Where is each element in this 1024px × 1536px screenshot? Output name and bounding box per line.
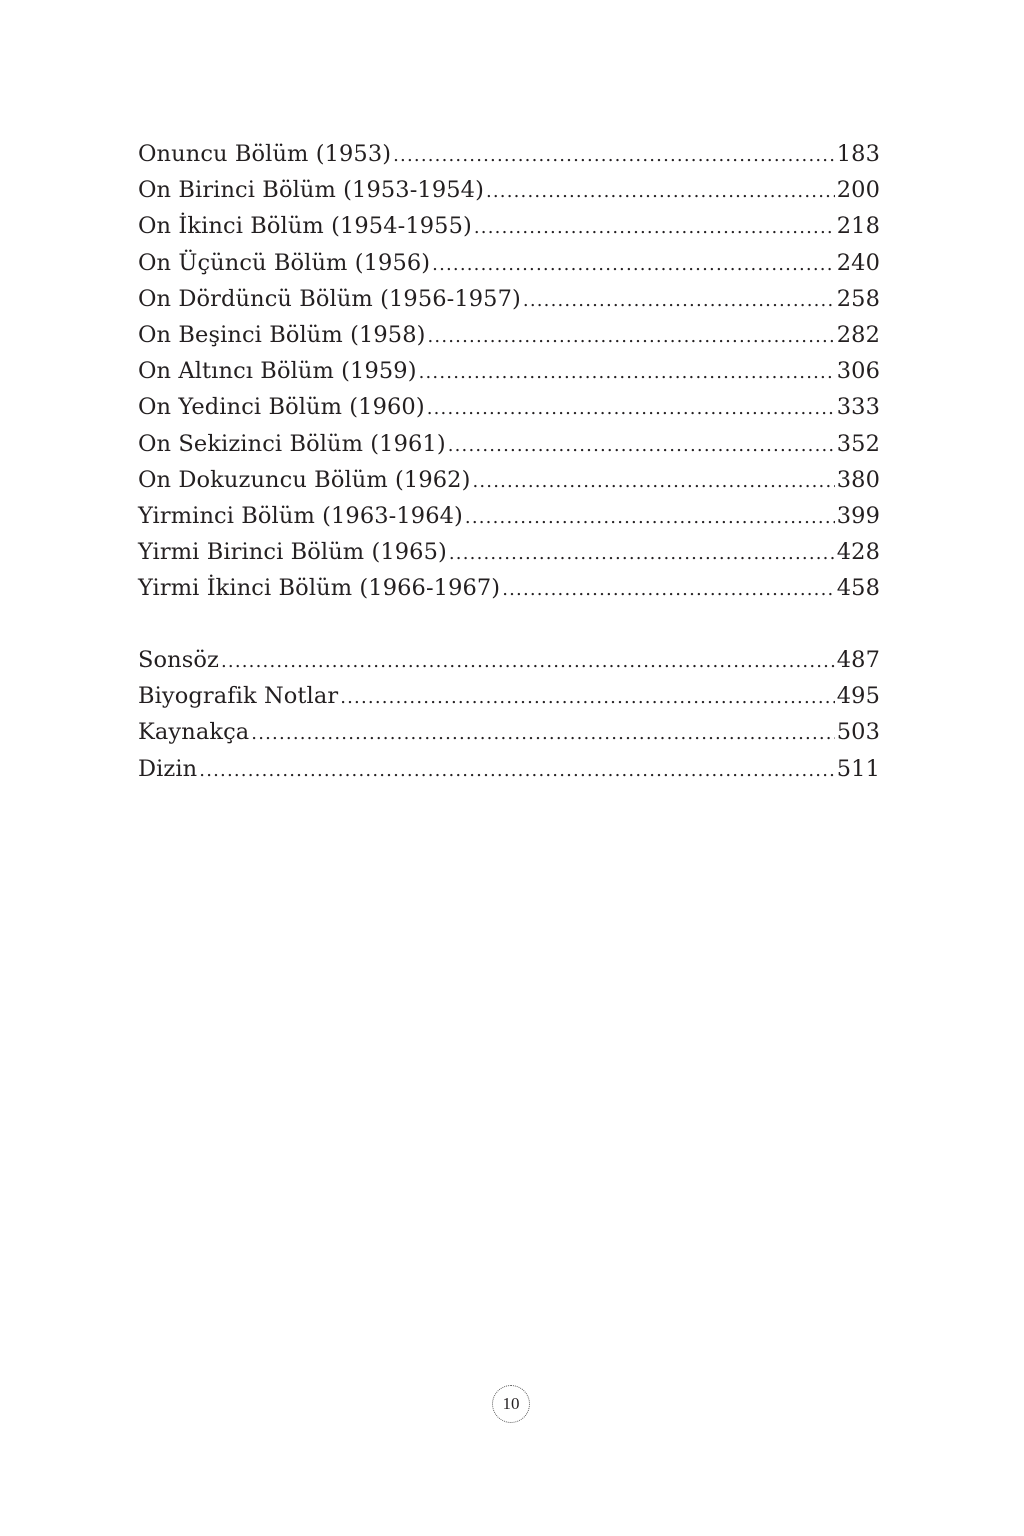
- toc-entry[interactable]: [138, 426, 880, 462]
- toc-entry[interactable]: [138, 281, 880, 317]
- toc-entry-page: 495: [836, 683, 880, 710]
- toc-entry-page: 511: [836, 755, 880, 782]
- toc-entry-title: On Sekizinci Bölüm (1961): [138, 430, 446, 457]
- toc-leader-dots: [199, 753, 834, 789]
- toc-entry-page: 399: [836, 502, 880, 529]
- toc-leader-dots: [428, 319, 835, 355]
- toc-entry[interactable]: [138, 136, 880, 172]
- toc-entry-page: 258: [836, 285, 880, 312]
- toc-entry[interactable]: [138, 389, 880, 425]
- toc-entry[interactable]: [138, 714, 880, 750]
- toc-entry-title: Yirmi İkinci Bölüm (1966-1967): [138, 575, 501, 602]
- toc-entry-title: On Beşinci Bölüm (1958): [138, 321, 426, 348]
- toc-leader-dots: [251, 716, 834, 752]
- table-of-contents-chapters: [138, 136, 880, 606]
- page-number-label: 10: [502, 1394, 520, 1413]
- toc-leader-dots: [221, 644, 835, 680]
- toc-entry-page: 503: [836, 719, 880, 746]
- toc-leader-dots: [449, 536, 835, 572]
- toc-entry-page: 306: [836, 358, 880, 385]
- toc-entry-page: 333: [836, 394, 880, 421]
- toc-entry[interactable]: [138, 462, 880, 498]
- toc-leader-dots: [486, 174, 835, 210]
- toc-leader-dots: [432, 247, 835, 283]
- toc-entry[interactable]: [138, 172, 880, 208]
- toc-entry-title: On Altıncı Bölüm (1959): [138, 358, 417, 385]
- toc-entry-title: On Dördüncü Bölüm (1956-1957): [138, 285, 521, 312]
- toc-entry[interactable]: [138, 751, 880, 787]
- toc-entry-title: On Birinci Bölüm (1953-1954): [138, 177, 484, 204]
- toc-entry-title: Biyografik Notlar: [138, 683, 339, 710]
- toc-entry[interactable]: [138, 534, 880, 570]
- toc-leader-dots: [523, 283, 835, 319]
- toc-entry-title: Dizin: [138, 755, 198, 782]
- toc-leader-dots: [472, 464, 834, 500]
- toc-entry-page: 380: [836, 466, 880, 493]
- toc-entry[interactable]: [138, 570, 880, 606]
- table-of-contents-back-matter: [138, 642, 880, 787]
- toc-entry[interactable]: [138, 208, 880, 244]
- toc-entry-page: 428: [836, 539, 880, 566]
- toc-leader-dots: [427, 391, 835, 427]
- toc-entry-page: 240: [836, 249, 880, 276]
- toc-leader-dots: [474, 210, 835, 246]
- toc-entry-title: On Yedinci Bölüm (1960): [138, 394, 425, 421]
- toc-entry[interactable]: [138, 642, 880, 678]
- toc-entry-title: Yirmi Birinci Bölüm (1965): [138, 539, 447, 566]
- toc-entry-page: 352: [836, 430, 880, 457]
- toc-entry[interactable]: [138, 245, 880, 281]
- toc-entry-title: Sonsöz: [138, 647, 219, 673]
- toc-leader-dots: [502, 572, 835, 608]
- toc-entry[interactable]: [138, 678, 880, 714]
- toc-entry[interactable]: [138, 353, 880, 389]
- page-number: [492, 1385, 530, 1423]
- toc-entry[interactable]: [138, 317, 880, 353]
- toc-leader-dots: [465, 500, 835, 536]
- toc-entry-page: 282: [836, 321, 880, 348]
- toc-entry-page: 183: [836, 141, 880, 167]
- toc-entry-title: On Dokuzuncu Bölüm (1962): [138, 466, 471, 493]
- toc-entry-page: 458: [836, 575, 880, 602]
- toc-entry-page: 200: [836, 177, 880, 204]
- toc-entry[interactable]: [138, 498, 880, 534]
- toc-entry-title: Kaynakça: [138, 719, 250, 746]
- toc-entry-title: On Üçüncü Bölüm (1956): [138, 249, 431, 276]
- toc-entry-title: On İkinci Bölüm (1954-1955): [138, 213, 472, 240]
- toc-leader-dots: [393, 138, 835, 174]
- toc-entry-page: 487: [836, 647, 880, 673]
- toc-entry-title: Yirminci Bölüm (1963-1964): [138, 502, 463, 529]
- toc-entry-title: Onuncu Bölüm (1953): [138, 141, 392, 167]
- toc-leader-dots: [419, 355, 835, 391]
- toc-leader-dots: [340, 680, 835, 716]
- toc-leader-dots: [448, 428, 835, 464]
- toc-entry-page: 218: [836, 213, 880, 240]
